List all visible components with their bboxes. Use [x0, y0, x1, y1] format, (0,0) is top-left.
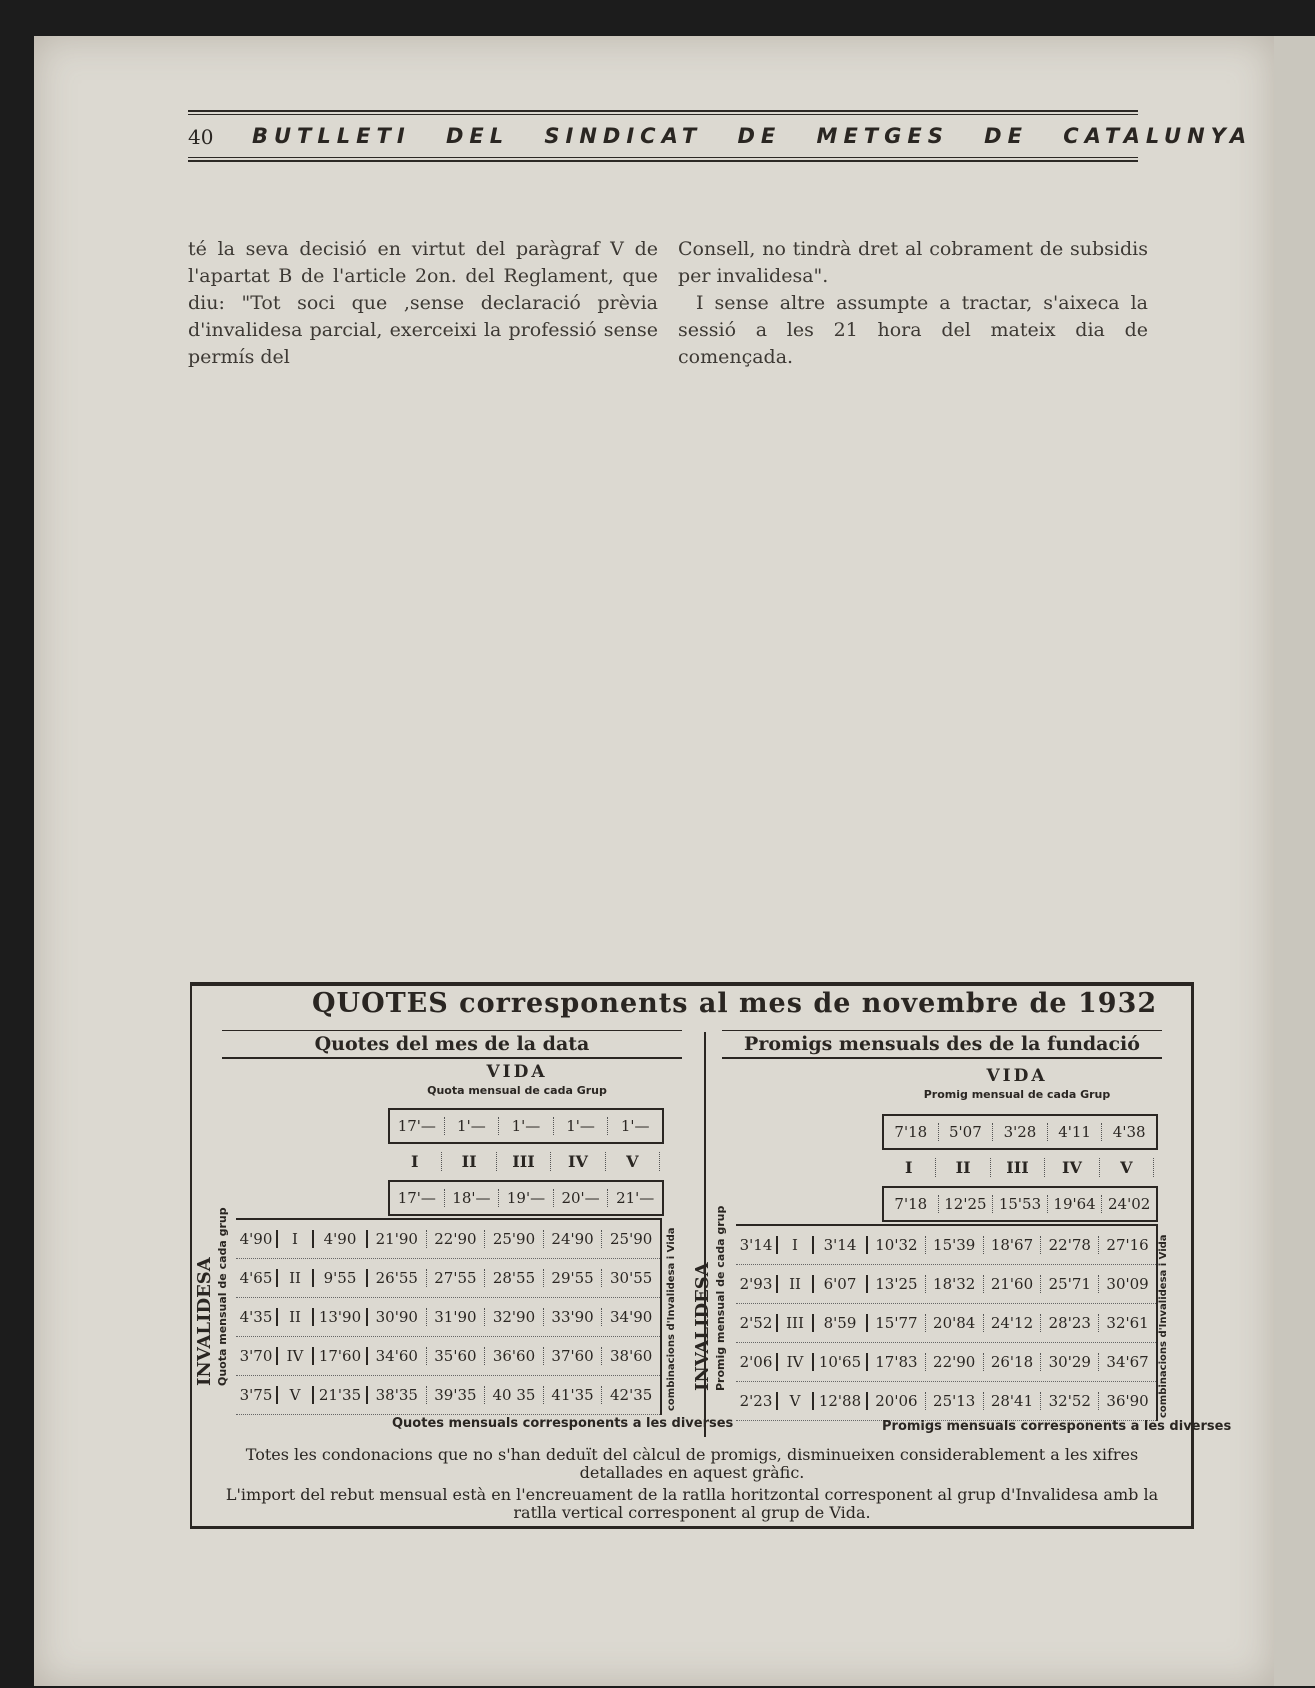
table-cell: 18'—	[445, 1189, 500, 1207]
table-cell: IV	[551, 1152, 605, 1171]
group-cell: IV	[778, 1353, 814, 1371]
combination-cell: 30'29	[1041, 1353, 1099, 1371]
table-cell: IV	[1045, 1158, 1099, 1177]
table-cell: 7'18	[884, 1195, 939, 1213]
facing-page-edge	[1274, 36, 1315, 1686]
combination-cell: 22'90	[926, 1353, 984, 1371]
vida-sublabel: Promig mensual de cada Grup	[923, 1088, 1111, 1101]
combination-cell: 27'16	[1106, 1236, 1149, 1254]
combination-cell: 25'71	[1041, 1275, 1099, 1293]
table-cell: 7'18	[884, 1123, 939, 1141]
group-cell: V	[278, 1386, 314, 1404]
combination-cell: 18'67	[984, 1236, 1042, 1254]
paragraph: té la seva decisió en virtut del paràgraf V de l'apartat B de l'article 2on. del Reglament, que diu: "Tot soci que ,sense declaració prèvia d'invalidesa parcial, exerceixi la professió sense permís del	[188, 238, 658, 368]
table-cell: 15'53	[993, 1195, 1048, 1213]
combination-cell: 24'90	[544, 1230, 603, 1248]
combination-cell: 36'90	[1106, 1392, 1149, 1410]
combination-cell: 30'09	[1106, 1275, 1149, 1293]
combination-cell: 25'90	[485, 1230, 544, 1248]
table-cell: II	[936, 1158, 990, 1177]
group-cell: V	[778, 1392, 814, 1410]
table-cell: 1'—	[499, 1117, 554, 1135]
combination-cell: 30'55	[610, 1269, 653, 1287]
table-cell: 5'07	[939, 1123, 994, 1141]
note: Totes les condonacions que no s'han deduït del càlcul de promigs, disminueixen considerablement a les xifres detallades en aquest gràfic.	[245, 1445, 1139, 1482]
combination-cell: 42'35	[610, 1386, 653, 1404]
text-column-left	[188, 236, 658, 371]
quota-cell: 4'90	[236, 1230, 278, 1248]
combination-cell: 20'84	[926, 1314, 984, 1332]
quota-cell: 3'75	[236, 1386, 278, 1404]
base-cell: 21'35	[314, 1386, 368, 1404]
grid-footer: Quotes mensuals corresponents a les diverses	[392, 1416, 734, 1431]
vida-label: VIDA	[986, 1066, 1048, 1086]
table-cell: 4'38	[1112, 1123, 1146, 1141]
header-rule	[188, 160, 1138, 162]
base-cell: 8'59	[814, 1314, 868, 1332]
combination-cell: 38'60	[610, 1347, 653, 1365]
group-cell: I	[278, 1230, 314, 1248]
vida-group-row	[388, 1146, 660, 1176]
combination-cell: 34'90	[610, 1308, 653, 1326]
table-cell: III	[991, 1158, 1045, 1177]
table-cell: 1'—	[620, 1117, 650, 1135]
combination-cell: 25'90	[610, 1230, 653, 1248]
base-cell: 3'14	[814, 1236, 868, 1254]
combination-cell: 32'52	[1041, 1392, 1099, 1410]
table-cell: V	[606, 1152, 660, 1171]
table-cell: I	[388, 1152, 442, 1171]
quota-cell: 3'14	[736, 1236, 778, 1254]
vida-quota-row	[388, 1108, 664, 1144]
table-cell: 4'11	[1048, 1123, 1103, 1141]
table-cell: 20'—	[554, 1189, 609, 1207]
quota-cell: 2'23	[736, 1392, 778, 1410]
quotes-title: QUOTES corresponents al mes de novembre de 1932	[312, 988, 1158, 1019]
quota-cell: 4'65	[236, 1269, 278, 1287]
combination-cell: 10'32	[868, 1236, 926, 1254]
combination-cell: 15'77	[868, 1314, 926, 1332]
combination-cell: 27'55	[427, 1269, 486, 1287]
table-cell: 17'—	[390, 1189, 445, 1207]
header-rule	[188, 110, 1138, 112]
combination-cell: 34'60	[368, 1347, 427, 1365]
invalidesa-sublabel: Promig mensual de cada grup	[714, 1205, 727, 1391]
combination-cell: 30'90	[368, 1308, 427, 1326]
combination-cell: 25'13	[926, 1392, 984, 1410]
quota-cell: 2'93	[736, 1275, 778, 1293]
table-row	[236, 1298, 660, 1337]
combination-cell: 21'60	[984, 1275, 1042, 1293]
combination-cell: 39'35	[427, 1386, 486, 1404]
combination-cell: 21'90	[368, 1230, 427, 1248]
grid-footer: Promigs mensuals corresponents a les diverses	[882, 1419, 1232, 1434]
table-cell: III	[497, 1152, 551, 1171]
group-cell: II	[278, 1308, 314, 1326]
table-cell: 24'02	[1108, 1195, 1151, 1213]
combination-cell: 24'12	[984, 1314, 1042, 1332]
vida-label: VIDA	[486, 1062, 548, 1082]
combination-cell: 22'78	[1041, 1236, 1099, 1254]
combination-cell: 28'23	[1041, 1314, 1099, 1332]
combination-cell: 36'60	[485, 1347, 544, 1365]
paragraph: I sense altre assumpte a tractar, s'aixeca la sessió a les 21 hora del mateix dia de començada.	[678, 292, 1148, 368]
combination-cell: 13'25	[868, 1275, 926, 1293]
combination-cell: 35'60	[427, 1347, 486, 1365]
header-rule	[188, 157, 1138, 158]
table-row	[236, 1337, 660, 1376]
quota-cell: 2'06	[736, 1353, 778, 1371]
table-cell: 17'—	[390, 1117, 445, 1135]
combination-cell: 15'39	[926, 1236, 984, 1254]
left-heading: Quotes del mes de la data	[222, 1030, 682, 1059]
combination-cell: 41'35	[544, 1386, 603, 1404]
base-cell: 6'07	[814, 1275, 868, 1293]
base-cell: 12'88	[814, 1392, 868, 1410]
invalidesa-label: INVALIDESA	[692, 1262, 713, 1391]
quota-cell: 3'70	[236, 1347, 278, 1365]
table-cell: 1'—	[554, 1117, 609, 1135]
combination-cell: 29'55	[544, 1269, 603, 1287]
table-cell: 3'28	[993, 1123, 1048, 1141]
base-cell: 10'65	[814, 1353, 868, 1371]
table-row	[236, 1259, 660, 1298]
combination-cell: 26'18	[984, 1353, 1042, 1371]
table-row	[736, 1304, 1156, 1343]
combination-cell: 28'41	[984, 1392, 1042, 1410]
table-cell: 1'—	[445, 1117, 500, 1135]
invalidesa-label: INVALIDESA	[194, 1257, 215, 1386]
base-cell: 17'60	[314, 1347, 368, 1365]
table-row	[736, 1226, 1156, 1265]
journal-title: BUTLLETI DEL SINDICAT DE METGES DE CATALUNYA	[252, 124, 1253, 148]
group-cell: II	[778, 1275, 814, 1293]
quotes-table	[190, 982, 1232, 1529]
table-row	[736, 1382, 1156, 1421]
combination-cell: 32'90	[485, 1308, 544, 1326]
table-cell: II	[442, 1152, 496, 1171]
quota-cell: 4'35	[236, 1308, 278, 1326]
quota-cell: 2'52	[736, 1314, 778, 1332]
table-cell: 19'64	[1048, 1195, 1103, 1213]
right-heading: Promigs mensuals des de la fundació	[722, 1030, 1162, 1059]
group-cell: III	[778, 1314, 814, 1332]
combination-cell: 34'67	[1106, 1353, 1149, 1371]
base-cell: 13'90	[314, 1308, 368, 1326]
combination-cell: 31'90	[427, 1308, 486, 1326]
table-row	[736, 1343, 1156, 1382]
running-header	[188, 108, 1253, 164]
combination-cell: 37'60	[544, 1347, 603, 1365]
combination-cell: 38'35	[368, 1386, 427, 1404]
combination-cell: 33'90	[544, 1308, 603, 1326]
table-cell: 19'—	[499, 1189, 554, 1207]
combination-cell: 26'55	[368, 1269, 427, 1287]
combination-cell: 28'55	[485, 1269, 544, 1287]
header-rule	[188, 114, 1138, 115]
page-number: 40	[188, 125, 214, 149]
invalidesa-grid	[236, 1218, 662, 1415]
base-cell: 9'55	[314, 1269, 368, 1287]
promig-grid	[736, 1224, 1158, 1421]
table-cell: I	[882, 1158, 936, 1177]
combination-cell: 20'06	[868, 1392, 926, 1410]
paragraph: Consell, no tindrà dret al cobrament de subsidis per invalidesa".	[678, 238, 1148, 287]
combinations-label: combinacions d'Invalidesa i Vida	[666, 1227, 677, 1411]
note: L'import del rebut mensual està en l'encreuament de la ratlla horitzontal corresponent al grup d'Invalidesa amb la ratlla vertical corresponent al grup de Vida.	[225, 1485, 1159, 1522]
group-cell: II	[278, 1269, 314, 1287]
group-cell: IV	[278, 1347, 314, 1365]
vida-cumulative-row	[882, 1186, 1158, 1222]
table-cell: V	[1100, 1158, 1154, 1177]
combination-cell: 22'90	[427, 1230, 486, 1248]
table-row	[236, 1220, 660, 1259]
vida-group-row	[882, 1152, 1154, 1182]
combinations-label: combinacions d'Invalidesa i Vida	[1158, 1234, 1169, 1418]
combination-cell: 17'83	[868, 1353, 926, 1371]
table-cell: 12'25	[939, 1195, 994, 1213]
invalidesa-sublabel: Quota mensual de cada grup	[216, 1207, 229, 1386]
combination-cell: 18'32	[926, 1275, 984, 1293]
combination-cell: 32'61	[1106, 1314, 1149, 1332]
base-cell: 4'90	[314, 1230, 368, 1248]
table-row	[736, 1265, 1156, 1304]
table-cell: 21'—	[616, 1189, 655, 1207]
notes	[202, 1446, 1182, 1526]
vida-sublabel: Quota mensual de cada Grup	[427, 1084, 607, 1097]
vida-cumulative-row	[388, 1180, 664, 1216]
vida-quota-row	[882, 1114, 1158, 1150]
group-cell: I	[778, 1236, 814, 1254]
table-row	[236, 1376, 660, 1415]
combination-cell: 40 35	[485, 1386, 544, 1404]
text-column-right	[678, 236, 1148, 371]
